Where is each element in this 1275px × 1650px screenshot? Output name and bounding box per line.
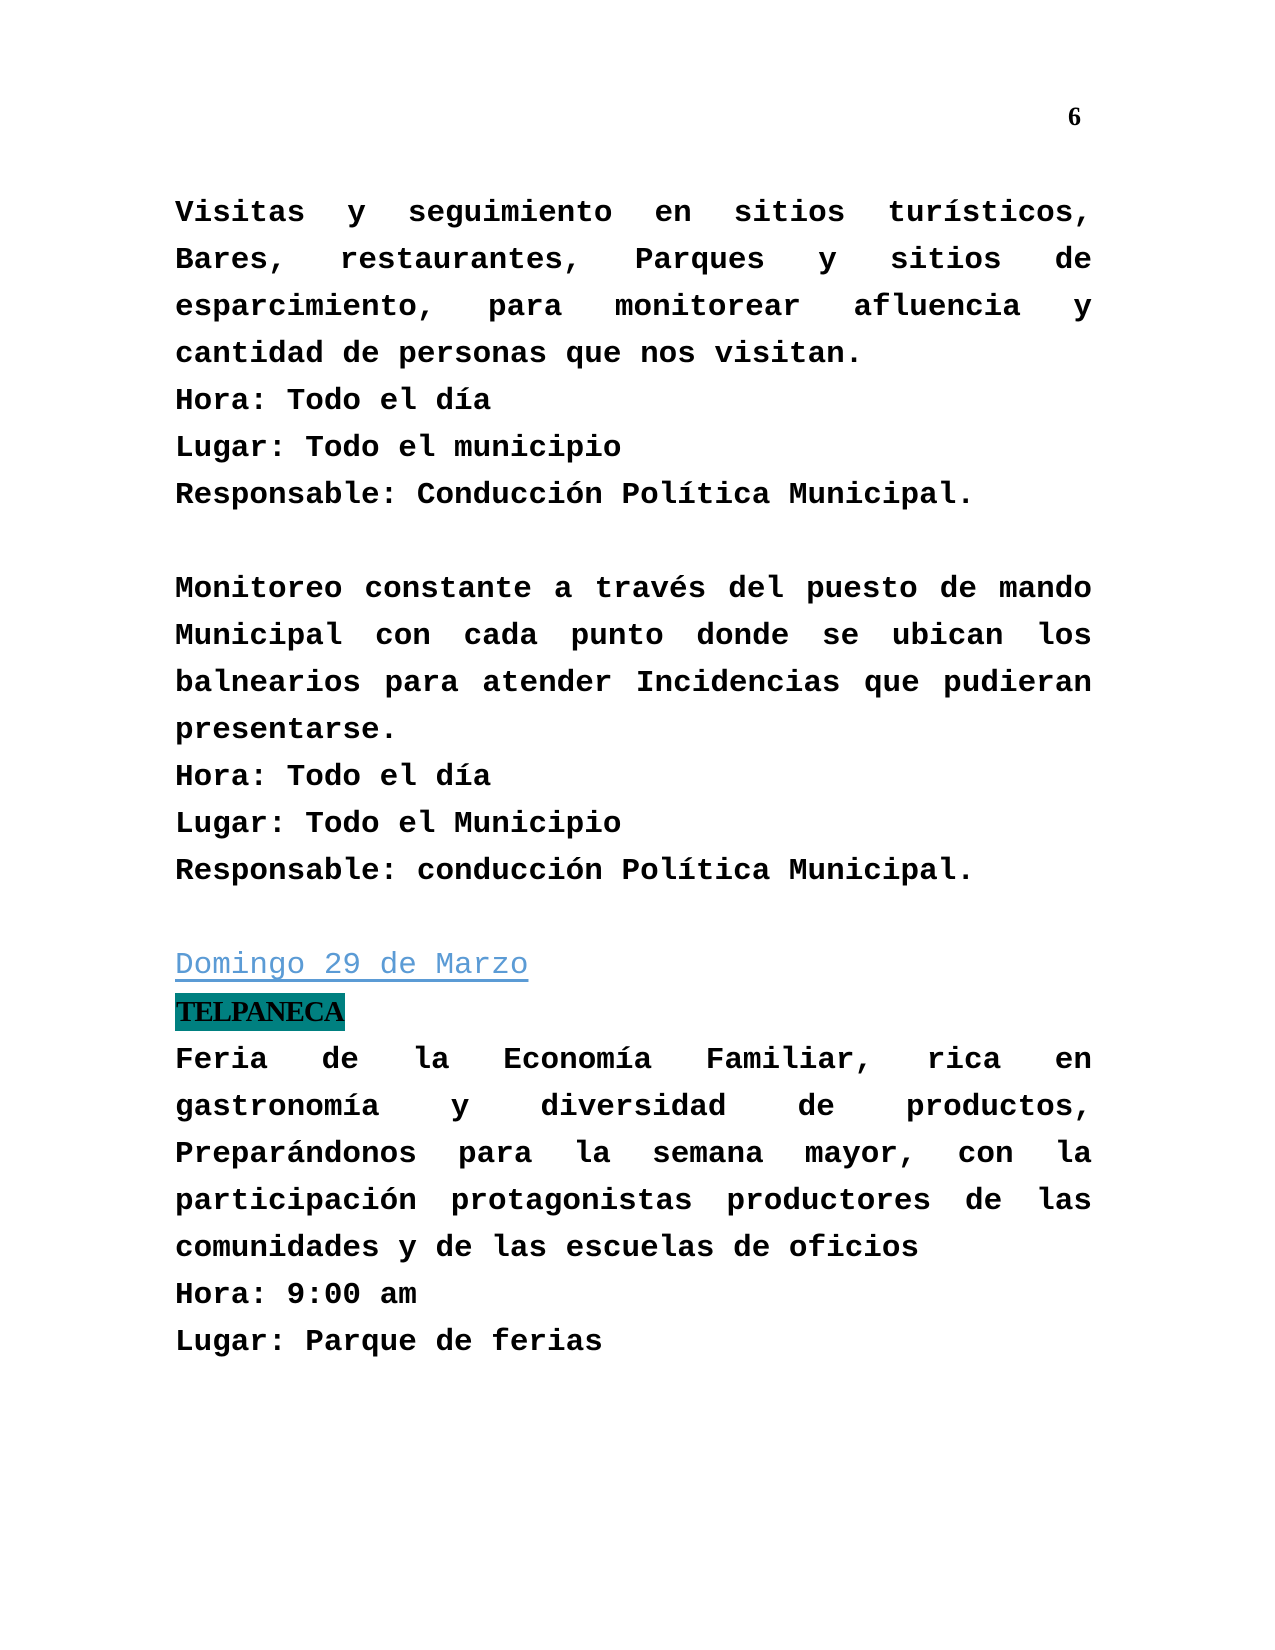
date-section xyxy=(175,942,1092,1366)
activity-description: Visitas y seguimiento en sitios turísticos, Bares, restaurantes, Parques y sitios de esparcimiento, para monitorear afluencia y cantidad de personas que nos visitan. xyxy=(175,196,1092,372)
date-heading: Domingo 29 de Marzo xyxy=(175,948,529,983)
activity-responsible: Responsable: Conducción Política Municipal. xyxy=(175,478,975,513)
activity-time: Hora: Todo el día xyxy=(175,384,492,419)
event-time: Hora: 9:00 am xyxy=(175,1278,417,1313)
activity-place: Lugar: Todo el municipio xyxy=(175,431,622,466)
location-tag: TELPANECA xyxy=(175,993,345,1031)
page-number: 6 xyxy=(1068,102,1081,131)
document-body xyxy=(175,190,1092,1366)
activity-block xyxy=(175,566,1092,895)
activity-place: Lugar: Todo el Municipio xyxy=(175,807,622,842)
spacer xyxy=(175,519,1092,566)
event-description: Feria de la Economía Familiar, rica en gastronomía y diversidad de productos, Preparándonos para la semana mayor, con la participación protagonistas productores de las comunidades y de las escuelas de oficios xyxy=(175,1043,1092,1266)
activity-time: Hora: Todo el día xyxy=(175,760,492,795)
activity-description: Monitoreo constante a través del puesto de mando Municipal con cada punto donde se ubican los balnearios para atender Incidencias que pudieran presentarse. xyxy=(175,572,1092,748)
spacer xyxy=(175,895,1092,942)
activity-responsible: Responsable: conducción Política Municipal. xyxy=(175,854,975,889)
event-place: Lugar: Parque de ferias xyxy=(175,1325,603,1360)
activity-block xyxy=(175,190,1092,519)
